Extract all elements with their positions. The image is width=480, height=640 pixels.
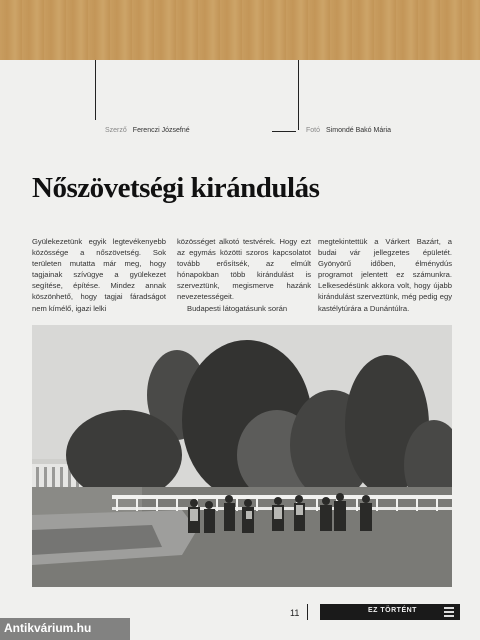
photo-label: Fotó <box>306 127 321 134</box>
watermark <box>0 618 130 640</box>
page-number: 11 <box>290 608 300 618</box>
author-name: Ferenczi Józsefné <box>132 127 190 134</box>
paragraph: Gyülekezetünk egyik legtevékenyebb közössége a nőszövetség. Sok területen mutatta már meg, hogy tagjainak szívügye a gyülekezet segítése, építése. Mindez annak köszönhető, hogy tagjai fáradságot nem kímélő, igazi lelki <box>32 237 166 313</box>
text-column-2 <box>177 236 311 328</box>
paragraph: Budapesti látogatásunk során <box>187 303 288 313</box>
text-column-1 <box>32 236 166 328</box>
park-scene-image <box>32 325 452 587</box>
watermark-text: Antikvárium.hu <box>4 621 92 635</box>
menu-lines-icon <box>444 607 454 617</box>
crop-mark-right <box>298 60 299 130</box>
group-photo <box>32 325 452 587</box>
photographer-name: Simondé Bakó Mária <box>326 127 391 134</box>
text-column-3 <box>318 236 452 328</box>
section-bar <box>320 604 460 620</box>
section-label: EZ TÖRTÉNT <box>368 607 417 614</box>
credit-rule <box>272 131 296 132</box>
paragraph: közösséget alkotó testvérek. Hogy ezt az egymás közötti szoros kapcsolatot tovább erősítsék, az elmúlt hónapokban több kirándulást is szerveztünk, megismerve hazánk nevezetességeit. <box>177 237 311 302</box>
photo-credit <box>306 127 391 134</box>
article-body <box>32 236 452 328</box>
author-credit <box>105 127 190 134</box>
crop-mark-left <box>95 60 96 120</box>
folio-divider <box>307 604 308 620</box>
author-label: Szerző <box>105 127 127 134</box>
paragraph: megtekintettük a Várkert Bazárt, a budai vár jellegzetes épületét. Gyönyörű időben, élménydús programot jelentett ez számunkra. Lelkesedésünk akkora volt, hogy újabb kirándulást szerveztünk, még pedig egy kastélytúrára a Dunántúlra. <box>318 237 452 313</box>
article-title: Nőszövetségi kirándulás <box>32 172 320 204</box>
